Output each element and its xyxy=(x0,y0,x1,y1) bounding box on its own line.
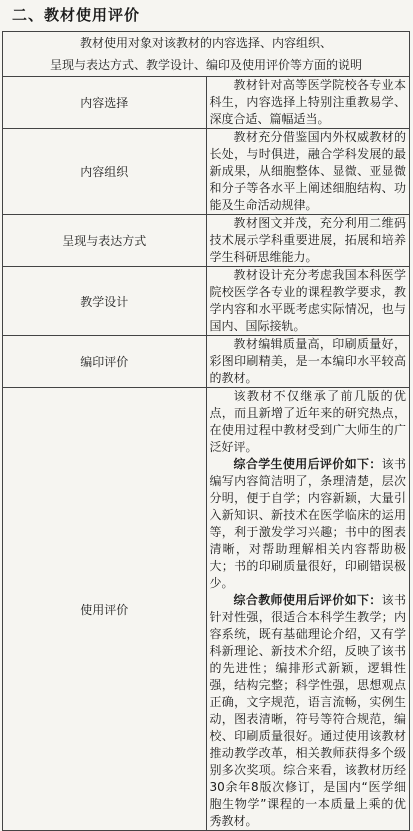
table-row-usage-evaluation xyxy=(3,388,410,831)
table-row-content-selection xyxy=(3,77,410,129)
teacher-evaluation xyxy=(210,592,407,830)
row-content xyxy=(206,215,410,267)
header-line-2: 呈现与表达方式、教学设计、编印及使用评价等方面的说明 xyxy=(49,58,362,72)
row-label: 教学设计 xyxy=(3,267,207,336)
row-content xyxy=(206,129,410,215)
row-text: 教材图文并茂，充分利用二维码技术展示学科重要进展，拓展和培养学生科研思维能力。 xyxy=(209,216,406,264)
row-label: 内容选择 xyxy=(3,77,207,129)
row-content xyxy=(206,336,410,388)
usage-intro: 该教材不仅继承了前几版的优点，而且新增了近年来的研究热点，在使用过程中教材受到广大师生的广泛好评。 xyxy=(209,389,406,454)
row-text: 教材编辑质量高，印刷质量好，彩图印刷精美，是一本编印水平较高的教材。 xyxy=(209,337,406,385)
table-header-cell xyxy=(3,32,410,77)
row-label: 内容组织 xyxy=(3,129,207,215)
row-label: 使用评价 xyxy=(3,388,207,831)
row-content xyxy=(206,388,410,831)
table-row-presentation xyxy=(3,215,410,267)
header-line-1: 教材使用对象对该教材的内容选择、内容组织、 xyxy=(79,36,332,50)
table-header-row xyxy=(3,32,410,77)
row-label: 编印评价 xyxy=(3,336,207,388)
row-text: 教材针对高等医学院校各专业本科生，内容选择上特别注重教易学、深度合适、篇幅适当。 xyxy=(209,78,406,126)
row-text: 教材充分借鉴国内外权威教材的长处，与时俱进，融合学科发展的最新成果，从细胞整体、显微、亚显微和分子等各水平上阐述细胞结构、功能及生命活动规律。 xyxy=(209,130,406,212)
row-content xyxy=(206,267,410,336)
row-label: 呈现与表达方式 xyxy=(3,215,207,267)
teacher-evaluation-text: 该书针对性强，很适合本科学生教学；内容系统，既有基础理论介绍，又有学科新理论、新技术介绍，反映了该书的先进性；编排形式新颖，逻辑性强，结构完整；科学性强，思想观点正确，文字规范，语言流畅，实例生动，图表清晰，符号等符合规范，编校、印刷质量很好。通过使用该教材推动教学改革，相关教师获得多个级别多次奖项。综合来看，该教材历经30余年8版次修订，是国内“医学细胞生物学”课程的一本质量上乘的优秀教材。 xyxy=(209,593,406,828)
section-title: 二、教材使用评价 xyxy=(12,6,141,24)
teacher-evaluation-lead: 综合教师使用后评价如下： xyxy=(233,593,382,607)
student-evaluation-text: 该书编写内容简洁明了，条理清楚，层次分明，便于自学；内容新颖，大量引入新知识、新技术在医学临床的运用等，利于激发学习兴趣；书中的图表清晰，对帮助理解相关内容帮助极大；书的印刷质量很好，印刷错误极少。 xyxy=(209,457,406,590)
student-evaluation xyxy=(210,456,407,592)
table-row-teaching-design xyxy=(3,267,410,336)
row-content xyxy=(206,77,410,129)
row-text: 教材设计充分考虑我国本科医学院校医学各专业的课程教学要求，教学内容和水平既考虑实际情况，也与国内、国际接轨。 xyxy=(209,268,406,333)
table-row-printing xyxy=(3,336,410,388)
table-row-content-organization xyxy=(3,129,410,215)
student-evaluation-lead: 综合学生使用后评价如下： xyxy=(233,457,382,471)
evaluation-table xyxy=(2,31,410,831)
